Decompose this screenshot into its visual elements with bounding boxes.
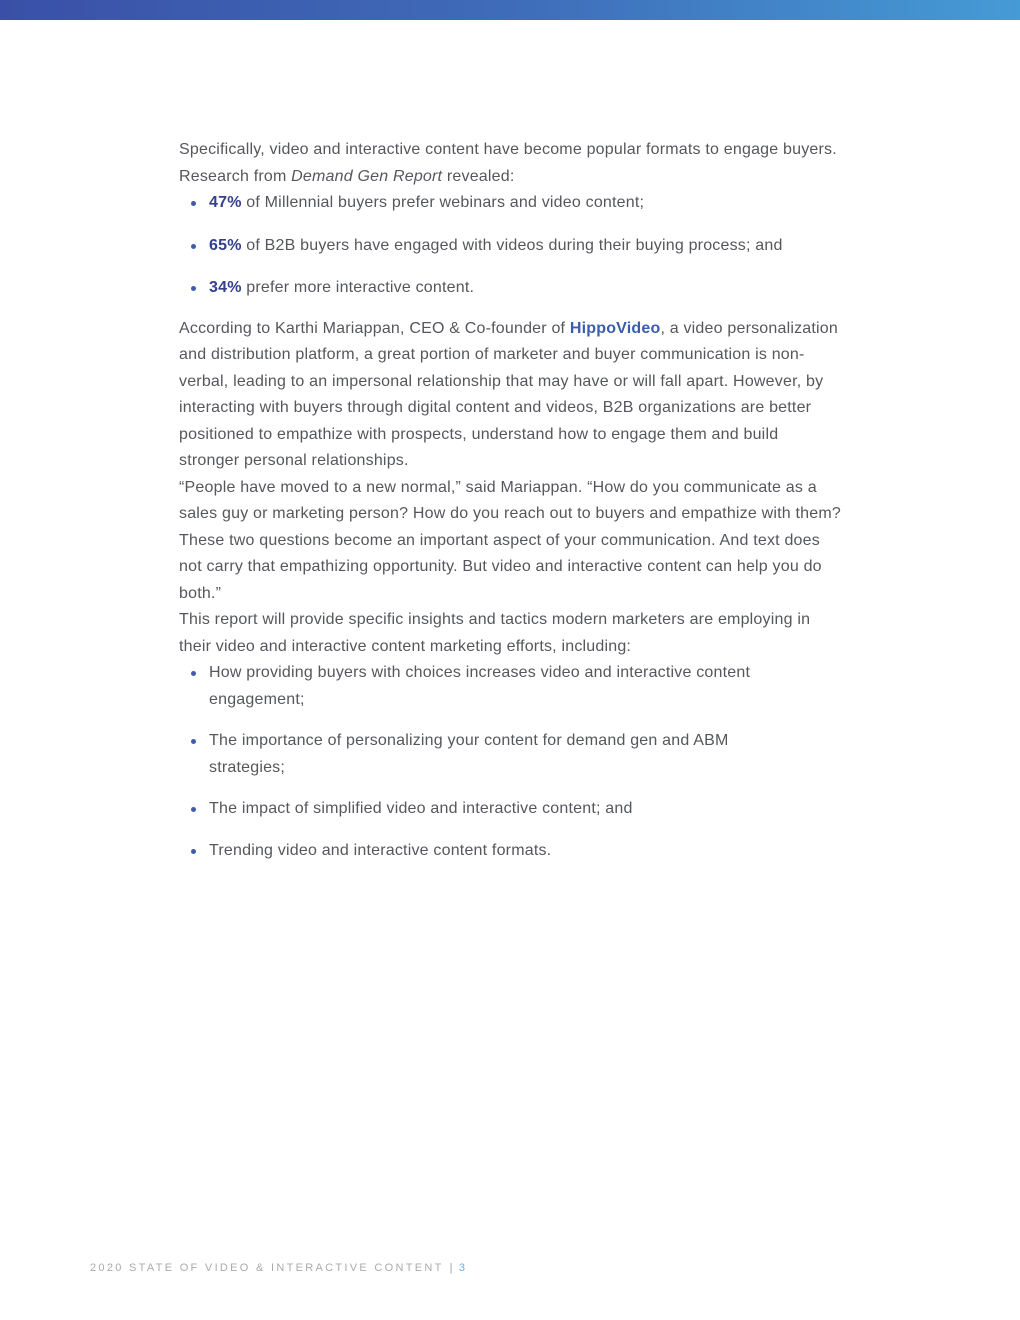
intro-text-prefix: Specifically, video and interactive content have become popular formats to engage buyers. Research from [179, 141, 837, 185]
topic-text: The importance of personalizing your content for demand gen and ABM strategies; [209, 732, 729, 776]
bullet-dot-icon [191, 849, 196, 854]
hippovideo-link[interactable]: HippoVideo [569, 319, 661, 337]
list-item [179, 728, 754, 781]
footer-report-title: 2020 STATE OF VIDEO & INTERACTIVE CONTENT [90, 1262, 444, 1274]
stat-text: prefer more interactive content. [241, 279, 475, 296]
paragraph-text-prefix: According to Karthi Mariappan, CEO & Co-founder of [179, 319, 570, 337]
footer-separator: | [449, 1262, 455, 1274]
stat-text: of B2B buyers have engaged with videos during their buying process; and [241, 236, 783, 254]
stat-value: 47% [209, 194, 242, 211]
topic-text: The impact of simplified video and interactive content; and [209, 800, 633, 817]
bullet-dot-icon [191, 739, 196, 744]
topic-text: How providing buyers with choices increases video and interactive content engagement; [209, 664, 751, 708]
bullet-dot-icon [191, 201, 196, 206]
list-item [179, 190, 841, 217]
topics-bullet-list [179, 660, 841, 864]
page-footer [90, 1262, 467, 1274]
top-gradient-bar [0, 0, 1020, 20]
stat-value: 34% [209, 279, 242, 296]
list-item [179, 233, 841, 260]
list-item [179, 838, 754, 865]
bullet-dot-icon [191, 244, 196, 249]
list-item [179, 660, 754, 713]
stat-text: of Millennial buyers prefer webinars and video content; [241, 194, 645, 211]
bullet-dot-icon [191, 807, 196, 812]
intro-paragraph [179, 137, 841, 190]
intro-text-suffix: revealed: [442, 167, 515, 185]
list-item [179, 796, 754, 823]
list-item [179, 275, 841, 302]
stats-bullet-list [179, 190, 841, 302]
page-number: 3 [458, 1262, 468, 1274]
page-body [179, 137, 841, 864]
paragraph-text-suffix: , a video personalization and distribution platform, a great portion of marketer and buyer communication is non-verbal, leading to an impersonal relationship that may have or will fall apart. However, by interacting with buyers through digital content and videos, B2B organizations are better positioned to empathize with prospects, understand how to engage them and build stronger personal relationships. [179, 319, 838, 469]
publication-name: Demand Gen Report [291, 167, 443, 185]
report-overview-paragraph: This report will provide specific insights and tactics modern marketers are employing in their video and interactive content marketing efforts, including: [179, 611, 811, 655]
stat-value: 65% [209, 236, 242, 254]
bullet-dot-icon [191, 671, 196, 676]
hippovideo-paragraph [179, 316, 841, 475]
topic-text: Trending video and interactive content formats. [209, 841, 552, 859]
bullet-dot-icon [191, 286, 196, 291]
quote-paragraph: “People have moved to a new normal,” said Mariappan. “How do you communicate as a sales guy or marketing person? How do you reach out to buyers and empathize with them? These two questions become an important aspect of your communication. And text does not carry that empathizing opportunity. But video and interactive content can help you do both.” [179, 478, 841, 602]
